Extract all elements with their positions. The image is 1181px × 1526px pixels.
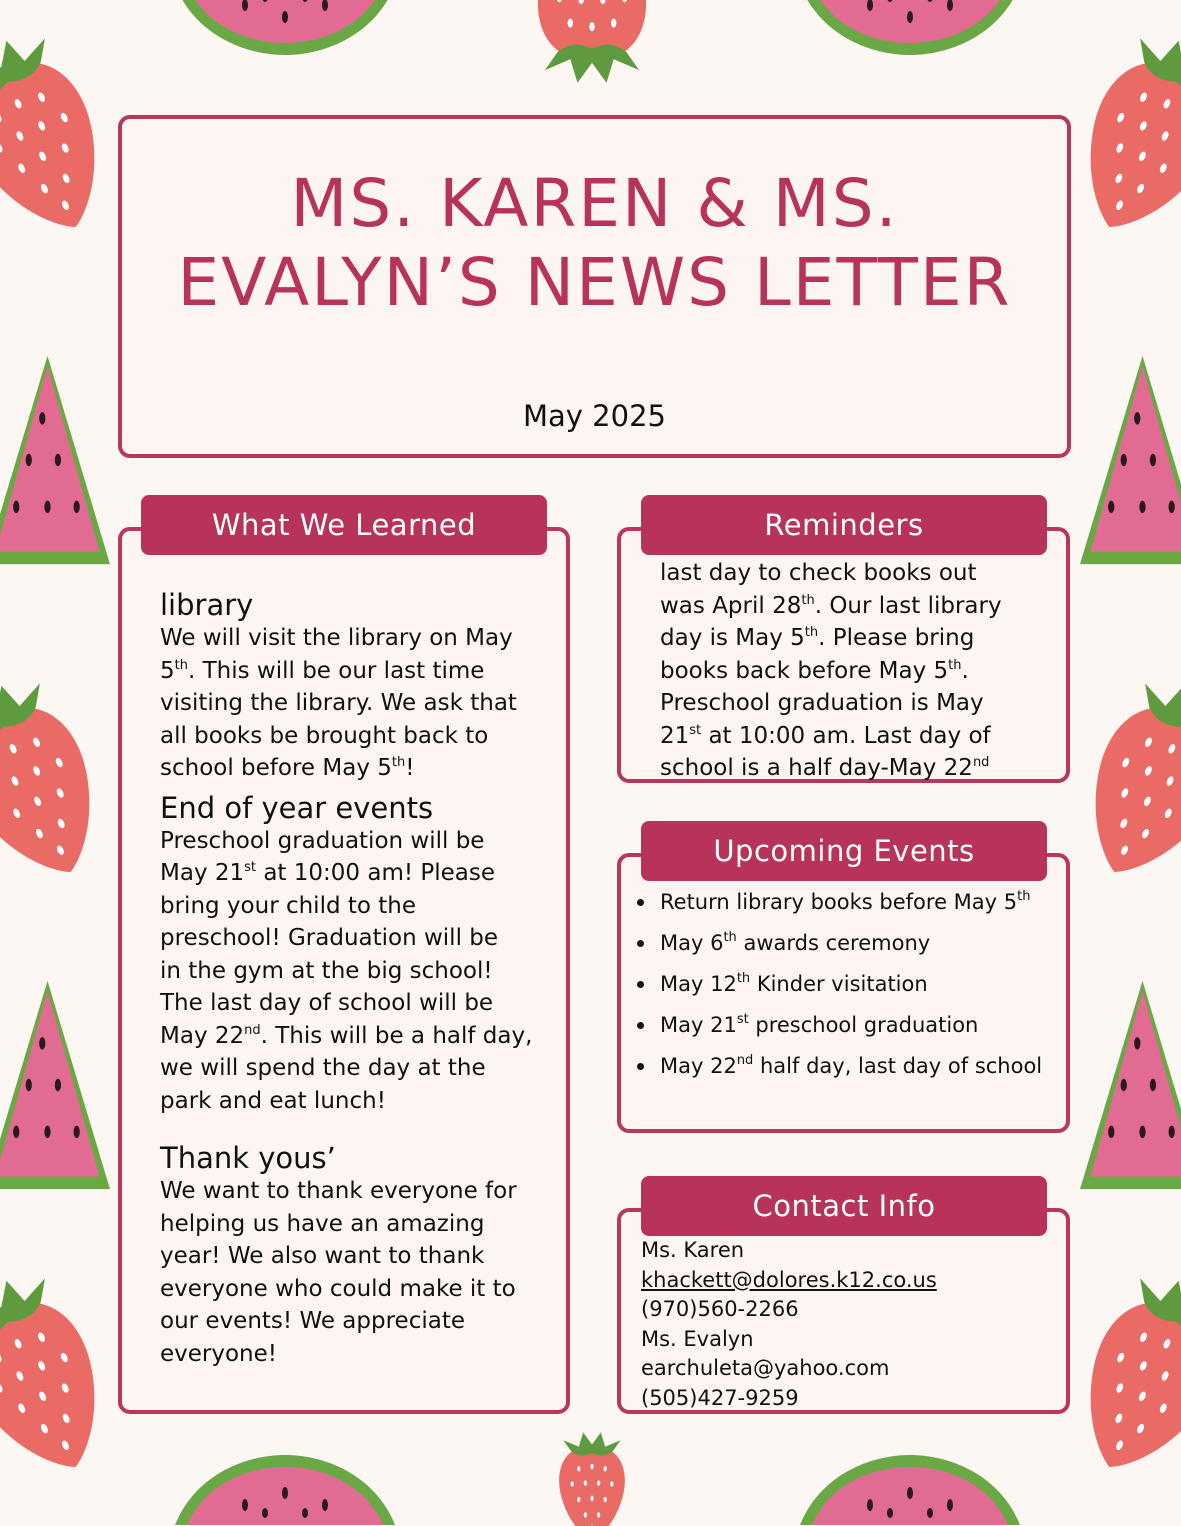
contact-heading: Contact Info [641, 1176, 1047, 1236]
decorative-strawberry-icon [512, 1428, 672, 1526]
section-text-line: our events! We appreciate [160, 1308, 465, 1334]
section-text-line: We will visit the library on May [160, 625, 513, 651]
contact-name-karen: Ms. Karen [641, 1238, 745, 1262]
reminder-line: 21st at 10:00 am. Last day of [660, 722, 991, 749]
contact-phone-karen: (970)560-2266 [641, 1297, 799, 1321]
contact-email-karen-link[interactable]: khackett@dolores.k12.co.us [641, 1267, 937, 1292]
decorative-watermelon-icon [800, 0, 1020, 65]
newsletter-date: May 2025 [523, 399, 666, 433]
section-text-line: year! We also want to thank [160, 1243, 485, 1269]
section-text-line: preschool! Graduation will be [160, 925, 499, 951]
section-text-line: Preschool graduation will be [160, 827, 485, 854]
section-text-line: visiting the library. We ask that [160, 690, 517, 716]
event-list-item: May 12th Kinder visitation [637, 964, 1062, 1005]
section-text-line: May 21st at 10:00 am! Please [160, 860, 496, 886]
decorative-watermelon-icon [1080, 345, 1181, 575]
reminder-line: books back before May 5th. [660, 657, 969, 684]
section-text-line: We want to thank everyone for [160, 1178, 517, 1204]
reminders-content [660, 557, 1060, 785]
section-text-line: park and eat lunch! [160, 1087, 386, 1114]
event-list-item: May 21st preschool graduation [637, 1005, 1062, 1046]
section-heading: Thank yous’ [160, 1141, 336, 1175]
section-text-line: May 22nd. This will be a half day, [160, 1022, 533, 1049]
section-text-line: school before May 5th! [160, 755, 415, 781]
page-title: MS. KAREN & MS. EVALYN’S NEWS LETTER [177, 165, 1012, 321]
section-heading: library [160, 588, 254, 622]
reminder-line: school is a half day-May 22nd [660, 755, 990, 781]
reminder-line: was April 28th. Our last library [660, 592, 1002, 619]
contact-details [641, 1236, 1061, 1413]
reminder-line: last day to check books out [660, 560, 977, 586]
events-list [637, 882, 1062, 1087]
section-text-line: helping us have an amazing [160, 1210, 485, 1237]
section-text-line: everyone who could make it to [160, 1275, 516, 1302]
section-text-line: The last day of school will be [160, 990, 494, 1016]
event-list-item: May 22nd half day, last day of school [637, 1046, 1062, 1087]
event-list-item: Return library books before May 5th [637, 882, 1062, 923]
section-text-line: bring your child to the [160, 892, 417, 919]
section-text-line: we will spend the day at the [160, 1055, 486, 1081]
reminders-heading: Reminders [641, 495, 1047, 555]
decorative-watermelon-icon [800, 1445, 1020, 1525]
section-heading: End of year events [160, 790, 434, 825]
reminder-line: Preschool graduation is May [660, 690, 984, 716]
decorative-watermelon-icon [175, 0, 395, 65]
section-text-line: all books be brought back to [160, 722, 489, 749]
learned-heading: What We Learned [141, 495, 547, 555]
decorative-watermelon-icon [175, 1445, 395, 1525]
decorative-watermelon-icon [0, 970, 110, 1200]
contact-phone-evalyn: (505)427-9259 [641, 1385, 799, 1410]
section-text-line: in the gym at the big school! [160, 957, 493, 984]
decorative-watermelon-icon [1080, 970, 1181, 1200]
section-text-line: 5th. This will be our last time [160, 657, 485, 684]
event-list-item: May 6th awards ceremony [637, 923, 1062, 964]
section-text-line: everyone! [160, 1340, 277, 1367]
decorative-strawberry-icon [512, 0, 672, 90]
contact-email-evalyn: earchuleta@yahoo.com [641, 1356, 890, 1380]
contact-name-evalyn: Ms. Evalyn [641, 1326, 754, 1351]
events-heading: Upcoming Events [641, 821, 1047, 881]
decorative-watermelon-icon [0, 345, 110, 575]
reminder-line: day is May 5th. Please bring [660, 625, 975, 651]
learned-content [160, 588, 550, 1370]
